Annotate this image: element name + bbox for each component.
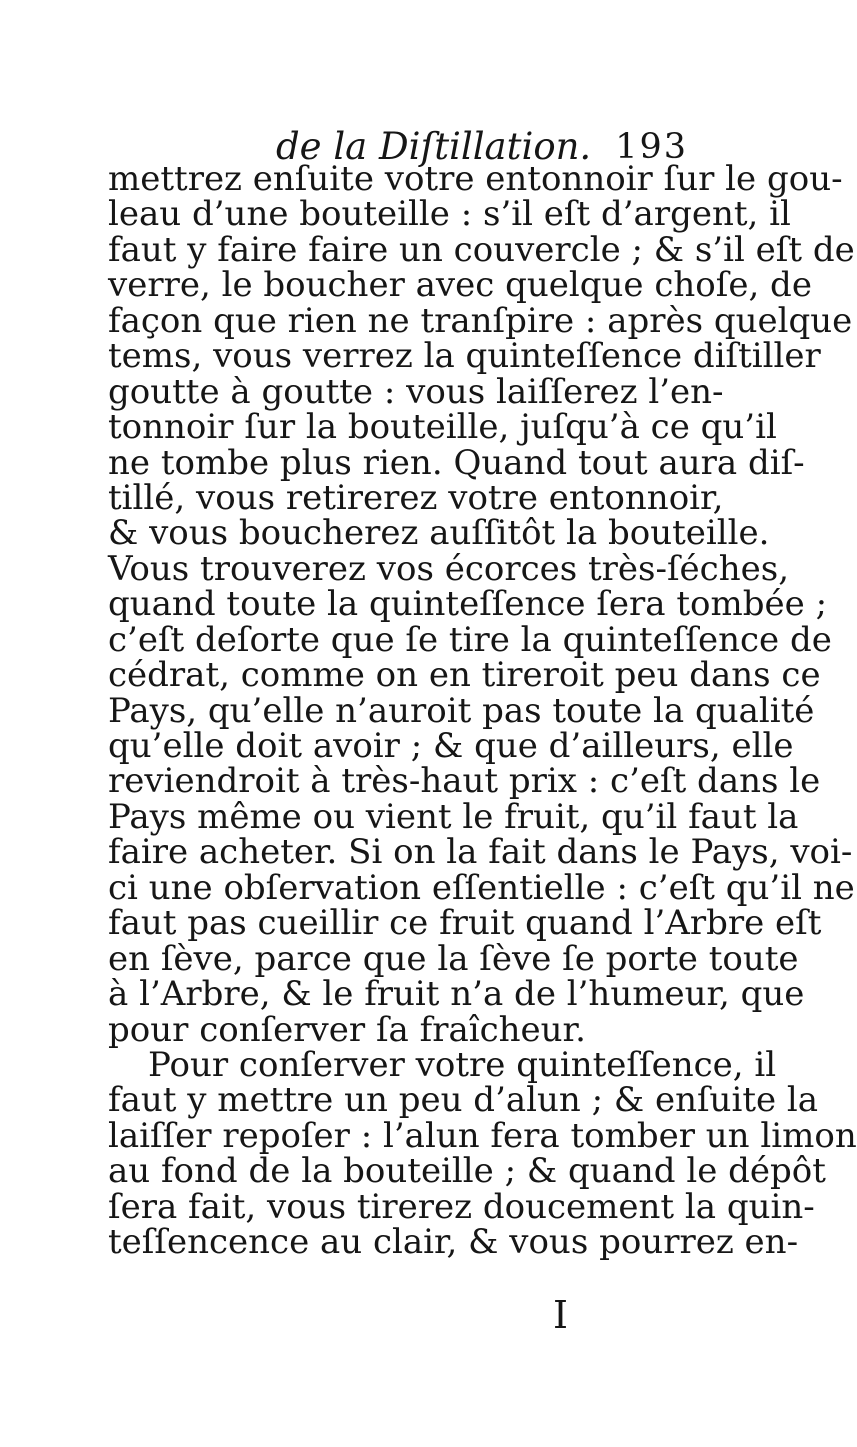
text-line: faire acheter. Si on la fait dans le Pays, voi- bbox=[108, 832, 853, 873]
text-line: c’eſt deſorte que ſe tire la quinteſſence de bbox=[108, 619, 832, 660]
signature-mark: I bbox=[553, 1293, 569, 1337]
text-line: reviendroit à très-haut prix : c’eſt dans le bbox=[108, 761, 821, 802]
body-text bbox=[108, 159, 857, 1263]
page-number: 193 bbox=[615, 127, 688, 167]
text-line: tillé, vous retirerez votre entonnoir, bbox=[108, 477, 724, 518]
text-line: & vous boucherez auſſitôt la bouteille. bbox=[108, 513, 770, 554]
text-line: tems, vous verrez la quinteſſence diſtiller bbox=[108, 336, 821, 377]
text-line: leau d’une bouteille : s’il eſt d’argent, il bbox=[108, 194, 791, 235]
paragraph-start-line: Pour conſerver votre quinteſſence, il bbox=[148, 1044, 777, 1085]
text-line: qu’elle doit avoir ; & que d’ailleurs, elle bbox=[108, 726, 794, 766]
text-line: faut y mettre un peu d’alun ; & enſuite la bbox=[108, 1080, 819, 1121]
text-line: faut pas cueillir ce fruit quand l’Arbre eſt bbox=[108, 903, 822, 944]
text-line: teſſencence au clair, & vous pourrez en- bbox=[108, 1222, 799, 1263]
text-line: au fond de la bouteille ; & quand le dépôt bbox=[108, 1151, 826, 1192]
text-line: quand toute la quinteſſence ſera tombée ; bbox=[108, 584, 828, 625]
text-line: cédrat, comme on en tireroit peu dans ce bbox=[108, 655, 821, 696]
text-line: ne tombe plus rien. Quand tout aura diſ- bbox=[108, 442, 805, 483]
running-title: de la Diſtillation. bbox=[276, 125, 592, 168]
text-line: laiſſer repoſer : l’alun fera tomber un limon bbox=[108, 1115, 857, 1156]
text-line: à l’Arbre, & le fruit n’a de l’humeur, que bbox=[108, 974, 805, 1015]
text-line: Pays, qu’elle n’auroit pas toute la qualité bbox=[108, 690, 815, 731]
text-line: goutte à goutte : vous laiſſerez l’en- bbox=[108, 371, 724, 412]
text-line: verre, le boucher avec quelque choſe, de bbox=[108, 265, 812, 306]
text-line: mettrez enſuite votre entonnoir ſur le gou- bbox=[108, 159, 843, 199]
text-line: ſera fait, vous tirerez doucement la quin- bbox=[108, 1186, 815, 1227]
text-line: ci une obſervation eſſentielle : c’eſt qu’il ne bbox=[108, 867, 855, 908]
text-line: tonnoir ſur la bouteille, juſqu’à ce qu’il bbox=[108, 407, 777, 448]
text-line: en ſève, parce que la ſève ſe porte toute bbox=[108, 938, 799, 979]
text-line: Vous trouverez vos écorces très-ſéches, bbox=[108, 548, 789, 589]
text-line: faut y faire faire un couvercle ; & s’il eſt de bbox=[108, 229, 855, 270]
text-line: façon que rien ne tranſpire : après quelque bbox=[108, 300, 853, 341]
paragraph-end-line: pour conſerver ſa fraîcheur. bbox=[108, 1009, 586, 1050]
text-line: Pays même ou vient le fruit, qu’il faut la bbox=[108, 796, 799, 837]
